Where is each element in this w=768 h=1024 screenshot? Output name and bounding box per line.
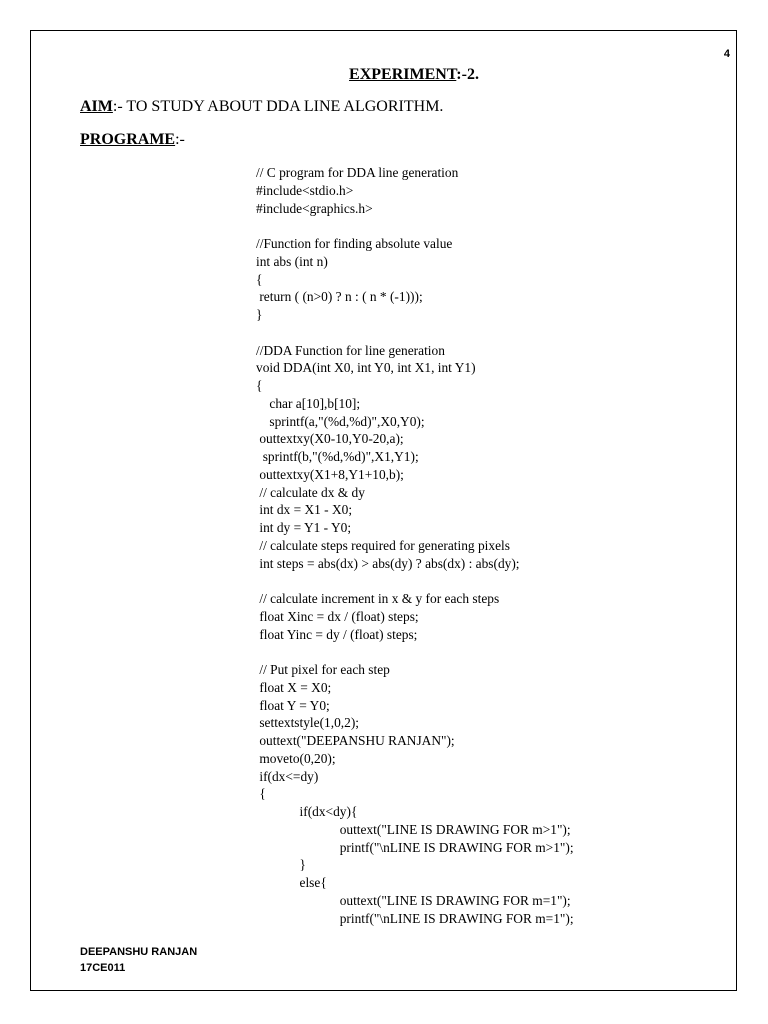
code-line: char a[10],b[10]; <box>256 395 361 411</box>
code-line: return ( (n>0) ? n : ( n * (-1))); <box>256 289 423 305</box>
program-heading <box>80 131 185 149</box>
code-line: { <box>256 786 266 802</box>
program-label: PROGRAME <box>80 131 176 148</box>
code-line <box>256 643 696 661</box>
code-line: float Y = Y0; <box>256 697 330 713</box>
code-line: else{ <box>256 875 327 890</box>
code-line: settextstyle(1,0,2); <box>256 715 360 731</box>
experiment-title <box>0 66 768 84</box>
code-line: // calculate increment in x & y for each steps <box>256 591 500 606</box>
experiment-title-number: :-2. <box>456 66 479 83</box>
code-line: float Xinc = dx / (float) steps; <box>256 608 419 624</box>
code-line: outtextxy(X1+8,Y1+10,b); <box>256 466 404 482</box>
code-line <box>256 324 696 342</box>
code-line: } <box>256 307 263 322</box>
code-line: if(dx<=dy) <box>256 768 319 784</box>
aim-line <box>80 98 443 116</box>
code-line: // Put pixel for each step <box>256 662 390 677</box>
code-line: moveto(0,20); <box>256 750 336 766</box>
code-line: printf("\nLINE IS DRAWING FOR m=1"); <box>256 910 574 926</box>
code-line: // C program for DDA line generation <box>256 165 459 180</box>
code-line <box>256 572 696 590</box>
code-line: { <box>256 378 263 393</box>
footer <box>80 944 197 976</box>
experiment-title-label: EXPERIMENT <box>349 66 457 83</box>
code-listing <box>256 164 696 927</box>
code-line: #include<stdio.h> <box>256 182 354 198</box>
code-line <box>256 217 696 235</box>
code-line: int dy = Y1 - Y0; <box>256 520 352 535</box>
code-line: int steps = abs(dx) > abs(dy) ? abs(dx) : abs(dy); <box>256 555 520 571</box>
code-line: outtext("LINE IS DRAWING FOR m>1"); <box>256 821 571 837</box>
code-line: { <box>256 271 263 287</box>
code-line: outtextxy(X0-10,Y0-20,a); <box>256 431 404 447</box>
code-line: #include<graphics.h> <box>256 200 373 216</box>
code-line: //DDA Function for line generation <box>256 342 445 358</box>
code-line: void DDA(int X0, int Y0, int X1, int Y1) <box>256 360 476 376</box>
code-line: float Yinc = dy / (float) steps; <box>256 626 418 642</box>
aim-label: AIM <box>80 98 113 115</box>
footer-author-name: DEEPANSHU RANJAN <box>80 946 198 958</box>
code-line: // calculate steps required for generating pixels <box>256 537 510 553</box>
aim-text: :- TO STUDY ABOUT DDA LINE ALGORITHM. <box>112 98 444 115</box>
code-line: int abs (int n) <box>256 253 328 269</box>
footer-roll-number: 17CE011 <box>80 962 126 974</box>
code-line: if(dx<dy){ <box>256 804 358 819</box>
code-line: outtext("LINE IS DRAWING FOR m=1"); <box>256 892 571 908</box>
page-number: 4 <box>723 48 730 60</box>
program-suffix: :- <box>175 131 185 148</box>
code-line: outtext("DEEPANSHU RANJAN"); <box>256 733 455 748</box>
code-line: //Function for finding absolute value <box>256 236 453 251</box>
code-line: sprintf(a,"(%d,%d)",X0,Y0); <box>256 413 425 429</box>
code-line: } <box>256 857 306 873</box>
code-line: float X = X0; <box>256 679 332 695</box>
code-line: sprintf(b,"(%d,%d)",X1,Y1); <box>256 449 419 464</box>
code-line: // calculate dx & dy <box>256 484 365 500</box>
code-line: int dx = X1 - X0; <box>256 502 353 518</box>
code-line: printf("\nLINE IS DRAWING FOR m>1"); <box>256 839 574 855</box>
